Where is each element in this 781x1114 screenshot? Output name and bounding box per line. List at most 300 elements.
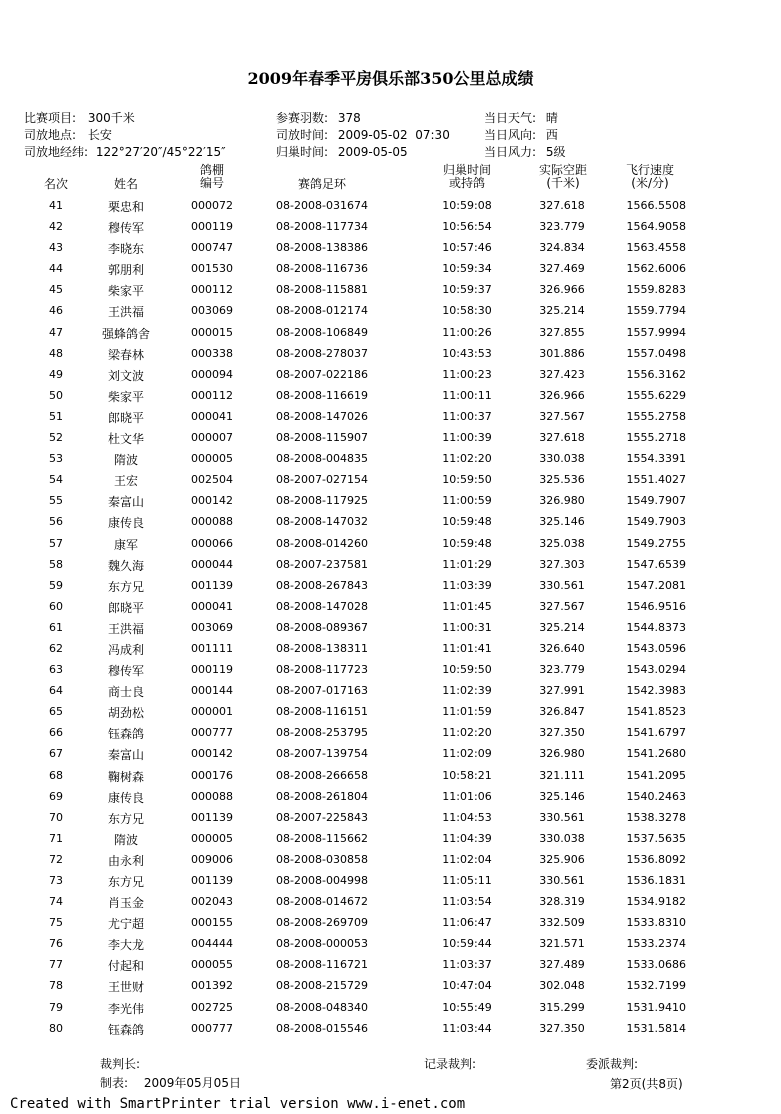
speed-cell: 1557.9994 [626, 325, 686, 339]
time-cell: 10:59:50 [442, 663, 492, 677]
table-row [0, 597, 781, 618]
name-cell: 康传良 [107, 516, 144, 531]
name-cell: 王世财 [107, 980, 144, 995]
name-cell: 李大龙 [107, 938, 144, 953]
loft-cell: 000088 [191, 515, 233, 529]
time-cell: 10:43:53 [442, 346, 492, 360]
speed-cell: 1542.3983 [626, 684, 686, 698]
ring-cell: 08-2008-116619 [276, 388, 368, 402]
name-cell: 隋波 [113, 453, 138, 468]
return-time-label: 归巢时间: [276, 145, 329, 159]
speed-cell: 1566.5508 [626, 199, 686, 212]
loft-cell: 000747 [191, 241, 233, 255]
loft-cell: 001139 [191, 810, 233, 824]
record-judge-label: 记录裁判: [424, 1057, 477, 1071]
name-cell: 商士良 [107, 685, 144, 700]
header-loft-line2: 编号 [199, 176, 224, 190]
speed-cell: 1551.4027 [626, 473, 686, 487]
distance-cell: 327.489 [539, 958, 585, 972]
name-cell: 魏久海 [107, 558, 144, 573]
time-cell: 11:02:09 [442, 747, 492, 761]
ring-cell: 08-2008-147032 [276, 515, 368, 529]
rank-cell: 64 [49, 684, 63, 698]
time-cell: 11:03:37 [442, 958, 492, 972]
distance-cell: 325.906 [539, 852, 585, 866]
time-cell: 10:59:08 [442, 199, 492, 212]
time-cell: 10:59:48 [442, 536, 492, 550]
ring-cell: 08-2008-117925 [276, 494, 368, 508]
name-cell: 鞠树森 [107, 769, 144, 784]
coords-info [24, 143, 226, 160]
speed-cell: 1541.2095 [626, 768, 686, 782]
speed-cell: 1554.3391 [626, 452, 686, 466]
release-time-label: 司放时间: [276, 128, 329, 142]
loft-cell: 002504 [191, 473, 233, 487]
release-time-info [276, 126, 450, 143]
loft-cell: 000088 [191, 789, 233, 803]
name-cell: 郭朋利 [107, 263, 144, 278]
distance-cell: 326.980 [539, 494, 585, 508]
ring-cell: 08-2008-115662 [276, 831, 368, 845]
ring-cell: 08-2008-015546 [276, 1021, 368, 1035]
loft-cell: 003069 [191, 304, 233, 318]
ring-cell: 08-2008-115907 [276, 431, 368, 445]
header-time [428, 164, 506, 190]
loft-cell: 000094 [191, 367, 233, 381]
speed-cell: 1537.5635 [626, 831, 686, 845]
speed-cell: 1547.2081 [626, 578, 686, 592]
table-row [0, 491, 781, 512]
distance-cell: 325.214 [539, 304, 585, 318]
rank-cell: 74 [49, 895, 63, 909]
time-cell: 11:01:29 [442, 557, 492, 571]
distance-cell: 315.299 [539, 1000, 585, 1014]
wind-force-label: 当日风力: [484, 145, 537, 159]
ring-cell: 08-2008-215729 [276, 979, 368, 993]
ring-cell: 08-2008-138311 [276, 641, 368, 655]
table-row [0, 787, 781, 808]
header-distance-line2: (千米) [546, 176, 580, 190]
table-row [0, 386, 781, 407]
speed-cell: 1544.8373 [626, 620, 686, 634]
distance-cell: 327.350 [539, 726, 585, 740]
loft-cell: 000015 [191, 325, 233, 339]
entries-value: 378 [337, 111, 361, 125]
event-info [24, 109, 135, 126]
name-cell: 秦富山 [107, 495, 144, 510]
loft-cell: 000001 [191, 705, 233, 719]
speed-cell: 1562.6006 [626, 262, 686, 276]
distance-cell: 330.038 [539, 452, 585, 466]
name-cell: 付起和 [107, 959, 144, 974]
table-row [0, 323, 781, 344]
header-speed-line1: 飞行速度 [625, 163, 674, 177]
distance-cell: 327.567 [539, 409, 585, 423]
distance-cell: 321.571 [539, 937, 585, 951]
time-cell: 11:05:11 [442, 874, 492, 887]
distance-cell: 326.640 [539, 641, 585, 655]
loft-cell: 002043 [191, 895, 233, 909]
rank-cell: 68 [49, 768, 63, 782]
table-row [0, 576, 781, 597]
ring-cell: 08-2007-027154 [276, 473, 368, 487]
loft-cell: 009006 [191, 852, 233, 866]
name-cell: 刘文波 [107, 368, 144, 383]
speed-cell: 1531.5814 [626, 1021, 686, 1035]
table-row [0, 723, 781, 744]
loft-cell: 000119 [191, 220, 233, 234]
distance-cell: 327.618 [539, 431, 585, 445]
distance-cell: 326.966 [539, 388, 585, 402]
time-cell: 11:02:20 [442, 452, 492, 466]
return-time-info [276, 143, 408, 160]
table-row [0, 365, 781, 386]
speed-cell: 1555.2758 [626, 409, 686, 423]
distance-cell: 330.038 [539, 831, 585, 845]
table-row [0, 766, 781, 787]
time-cell: 11:01:41 [442, 641, 492, 655]
speed-cell: 1564.9058 [626, 220, 686, 234]
speed-cell: 1557.0498 [626, 346, 686, 360]
weather-value: 晴 [545, 111, 558, 125]
time-cell: 10:57:46 [442, 241, 492, 255]
rank-cell: 52 [49, 431, 63, 445]
rank-cell: 58 [49, 557, 63, 571]
table-row [0, 871, 781, 892]
made-by [100, 1074, 241, 1091]
time-cell: 10:59:34 [442, 262, 492, 276]
loft-cell: 000066 [191, 536, 233, 550]
weather-label: 当日天气: [484, 111, 537, 125]
table-row [0, 829, 781, 850]
loft-cell: 000119 [191, 663, 233, 677]
watermark-text: Created with SmartPrinter trial version www.i-enet.com [10, 1096, 466, 1112]
speed-cell: 1543.0596 [626, 641, 686, 655]
distance-cell: 327.469 [539, 262, 585, 276]
header-speed [612, 164, 688, 190]
distance-cell: 302.048 [539, 979, 585, 993]
table-row [0, 913, 781, 934]
ring-cell: 08-2008-116736 [276, 262, 368, 276]
ring-cell: 08-2008-116721 [276, 958, 368, 972]
rank-cell: 48 [49, 346, 63, 360]
entries-label: 参赛羽数: [276, 111, 329, 125]
wind-force-value: 5级 [545, 145, 566, 159]
made-by-label: 制表: [100, 1076, 129, 1090]
table-row [0, 238, 781, 259]
name-cell: 穆传军 [107, 664, 144, 679]
rank-cell: 78 [49, 979, 63, 993]
rank-cell: 44 [49, 262, 63, 276]
ring-cell: 08-2008-138386 [276, 241, 368, 255]
table-row [0, 407, 781, 428]
header-time-line1: 归巢时间 [442, 163, 491, 177]
table-row [0, 808, 781, 829]
name-cell: 李晓东 [107, 242, 144, 257]
distance-cell: 330.561 [539, 578, 585, 592]
chief-judge-label: 裁判长: [100, 1057, 141, 1071]
loft-cell: 000072 [191, 199, 233, 212]
name-cell: 栗忠和 [107, 200, 144, 214]
table-row [0, 301, 781, 322]
loft-cell: 002725 [191, 1000, 233, 1014]
coords-label: 司放地经纬: [24, 145, 89, 159]
speed-cell: 1536.8092 [626, 852, 686, 866]
speed-cell: 1533.0686 [626, 958, 686, 972]
distance-cell: 327.303 [539, 557, 585, 571]
name-cell: 尤宁超 [107, 917, 144, 932]
distance-cell: 326.966 [539, 283, 585, 297]
loft-cell: 000041 [191, 409, 233, 423]
name-cell: 秦富山 [107, 748, 144, 763]
header-loft [186, 164, 238, 190]
rank-cell: 67 [49, 747, 63, 761]
header-name: 姓名 [113, 177, 138, 191]
name-cell: 王宏 [113, 474, 138, 489]
name-cell: 柴家平 [107, 284, 144, 299]
weather-info [484, 109, 558, 126]
loft-cell: 000144 [191, 684, 233, 698]
distance-cell: 326.980 [539, 747, 585, 761]
loft-cell: 000142 [191, 747, 233, 761]
table-row [0, 196, 781, 217]
loft-cell: 000055 [191, 958, 233, 972]
name-cell: 由永利 [107, 853, 144, 868]
distance-cell: 325.038 [539, 536, 585, 550]
table-row [0, 976, 781, 997]
name-cell: 康军 [113, 537, 138, 552]
wind-dir-label: 当日风向: [484, 128, 537, 142]
ring-cell: 08-2007-225843 [276, 810, 368, 824]
table-row [0, 449, 781, 470]
coords-value: 122°27′20″/45°22′15″ [95, 145, 226, 159]
rank-cell: 45 [49, 283, 63, 297]
time-cell: 11:00:39 [442, 431, 492, 445]
rank-cell: 59 [49, 578, 63, 592]
ring-cell: 08-2008-115881 [276, 283, 368, 297]
speed-cell: 1538.3278 [626, 810, 686, 824]
table-row [0, 998, 781, 1019]
ring-cell: 08-2008-117723 [276, 663, 368, 677]
table-row [0, 534, 781, 555]
rank-cell: 53 [49, 452, 63, 466]
time-cell: 11:00:59 [442, 494, 492, 508]
loft-cell: 000112 [191, 388, 233, 402]
distance-cell: 325.146 [539, 515, 585, 529]
entries-info [276, 109, 361, 126]
speed-cell: 1555.6229 [626, 388, 686, 402]
loft-cell: 000777 [191, 1021, 233, 1035]
rank-cell: 47 [49, 325, 63, 339]
speed-cell: 1541.6797 [626, 726, 686, 740]
rank-cell: 69 [49, 789, 63, 803]
time-cell: 11:06:47 [442, 916, 492, 930]
name-cell: 王洪福 [107, 305, 144, 320]
distance-cell: 327.855 [539, 325, 585, 339]
table-row [0, 934, 781, 955]
rank-cell: 62 [49, 641, 63, 655]
name-cell: 肖玉金 [107, 896, 144, 911]
distance-cell: 325.214 [539, 620, 585, 634]
table-row [0, 470, 781, 491]
table-row [0, 618, 781, 639]
table-row [0, 702, 781, 723]
time-cell: 10:58:21 [442, 768, 492, 782]
ring-cell: 08-2008-261804 [276, 789, 368, 803]
rank-cell: 63 [49, 663, 63, 677]
time-cell: 11:04:39 [442, 831, 492, 845]
table-row [0, 892, 781, 913]
loft-cell: 000777 [191, 726, 233, 740]
header-loft-line1: 鸽棚 [199, 163, 224, 177]
time-cell: 10:59:44 [442, 937, 492, 951]
rank-cell: 51 [49, 409, 63, 423]
ring-cell: 08-2007-237581 [276, 557, 368, 571]
rank-cell: 60 [49, 599, 63, 613]
loft-cell: 001139 [191, 578, 233, 592]
table-row [0, 428, 781, 449]
time-cell: 10:55:49 [442, 1000, 492, 1014]
speed-cell: 1559.7794 [626, 304, 686, 318]
speed-cell: 1543.0294 [626, 663, 686, 677]
table-row [0, 955, 781, 976]
loft-cell: 000142 [191, 494, 233, 508]
rank-cell: 50 [49, 388, 63, 402]
ring-cell: 08-2008-000053 [276, 937, 368, 951]
speed-cell: 1549.2755 [626, 536, 686, 550]
location-label: 司放地点: [24, 128, 77, 142]
rank-cell: 66 [49, 726, 63, 740]
name-cell: 冯成利 [107, 642, 144, 657]
loft-cell: 000005 [191, 831, 233, 845]
table-row [0, 344, 781, 365]
table-row [0, 259, 781, 280]
table-row [0, 555, 781, 576]
table-row [0, 681, 781, 702]
name-cell: 梁春林 [107, 347, 144, 362]
rank-cell: 42 [49, 220, 63, 234]
rank-cell: 55 [49, 494, 63, 508]
header-ring: 赛鸽足环 [297, 177, 346, 191]
ring-cell: 08-2008-253795 [276, 726, 368, 740]
distance-cell: 325.146 [539, 789, 585, 803]
rank-cell: 56 [49, 515, 63, 529]
loft-cell: 001139 [191, 874, 233, 887]
event-label: 比赛项目: [24, 111, 77, 125]
name-cell: 柴家平 [107, 389, 144, 404]
distance-cell: 327.991 [539, 684, 585, 698]
distance-cell: 321.111 [539, 768, 585, 782]
distance-cell: 327.423 [539, 367, 585, 381]
wind-dir-value: 西 [545, 128, 558, 142]
ring-cell: 08-2008-014672 [276, 895, 368, 909]
speed-cell: 1540.2463 [626, 789, 686, 803]
speed-cell: 1563.4558 [626, 241, 686, 255]
rank-cell: 41 [49, 199, 63, 212]
rank-cell: 73 [49, 874, 63, 887]
speed-cell: 1533.8310 [626, 916, 686, 930]
name-cell: 郎晓平 [107, 410, 144, 425]
time-cell: 11:04:53 [442, 810, 492, 824]
time-cell: 10:59:48 [442, 515, 492, 529]
loft-cell: 000044 [191, 557, 233, 571]
speed-cell: 1546.9516 [626, 599, 686, 613]
time-cell: 11:00:37 [442, 409, 492, 423]
rank-cell: 61 [49, 620, 63, 634]
loft-cell: 000005 [191, 452, 233, 466]
distance-cell: 332.509 [539, 916, 585, 930]
speed-cell: 1559.8283 [626, 283, 686, 297]
time-cell: 11:02:04 [442, 852, 492, 866]
table-row [0, 850, 781, 871]
time-cell: 10:59:37 [442, 283, 492, 297]
rank-cell: 65 [49, 705, 63, 719]
time-cell: 11:00:11 [442, 388, 492, 402]
name-cell: 王洪福 [107, 621, 144, 636]
loft-cell: 000007 [191, 431, 233, 445]
loft-cell: 000155 [191, 916, 233, 930]
name-cell: 李光伟 [107, 1001, 144, 1016]
ring-cell: 08-2008-012174 [276, 304, 368, 318]
speed-cell: 1547.6539 [626, 557, 686, 571]
ring-cell: 08-2008-147026 [276, 409, 368, 423]
release-time-value: 2009-05-02 07:30 [337, 128, 450, 142]
ring-cell: 08-2008-266658 [276, 768, 368, 782]
results-table [0, 196, 781, 1040]
time-cell: 11:03:44 [442, 1021, 492, 1035]
name-cell: 钰森鸽 [107, 1022, 144, 1037]
ring-cell: 08-2008-030858 [276, 852, 368, 866]
rank-cell: 76 [49, 937, 63, 951]
distance-cell: 323.779 [539, 663, 585, 677]
ring-cell: 08-2008-014260 [276, 536, 368, 550]
loft-cell: 001530 [191, 262, 233, 276]
time-cell: 11:01:59 [442, 705, 492, 719]
speed-cell: 1536.1831 [626, 874, 686, 887]
distance-cell: 328.319 [539, 895, 585, 909]
time-cell: 11:01:06 [442, 789, 492, 803]
ring-cell: 08-2007-017163 [276, 684, 368, 698]
distance-cell: 327.350 [539, 1021, 585, 1035]
speed-cell: 1541.2680 [626, 747, 686, 761]
rank-cell: 71 [49, 831, 63, 845]
distance-cell: 324.834 [539, 241, 585, 255]
speed-cell: 1532.7199 [626, 979, 686, 993]
table-row [0, 660, 781, 681]
table-row [0, 1019, 781, 1040]
distance-cell: 330.561 [539, 810, 585, 824]
rank-cell: 57 [49, 536, 63, 550]
speed-cell: 1534.9182 [626, 895, 686, 909]
speed-cell: 1541.8523 [626, 705, 686, 719]
table-row [0, 639, 781, 660]
header-time-line2: 或持鸽 [448, 176, 485, 190]
ring-cell: 08-2008-117734 [276, 220, 368, 234]
time-cell: 11:02:20 [442, 726, 492, 740]
ring-cell: 08-2008-147028 [276, 599, 368, 613]
rank-cell: 77 [49, 958, 63, 972]
name-cell: 钰森鸽 [107, 727, 144, 742]
name-cell: 康传良 [107, 790, 144, 805]
loft-cell: 000041 [191, 599, 233, 613]
loft-cell: 001111 [191, 641, 233, 655]
speed-cell: 1549.7903 [626, 515, 686, 529]
loft-cell: 000176 [191, 768, 233, 782]
time-cell: 10:59:50 [442, 473, 492, 487]
ring-cell: 08-2008-106849 [276, 325, 368, 339]
appointed-judge-label: 委派裁判: [586, 1057, 639, 1071]
page-title: 2009年春季平房俱乐部350公里总成绩 [247, 69, 534, 88]
